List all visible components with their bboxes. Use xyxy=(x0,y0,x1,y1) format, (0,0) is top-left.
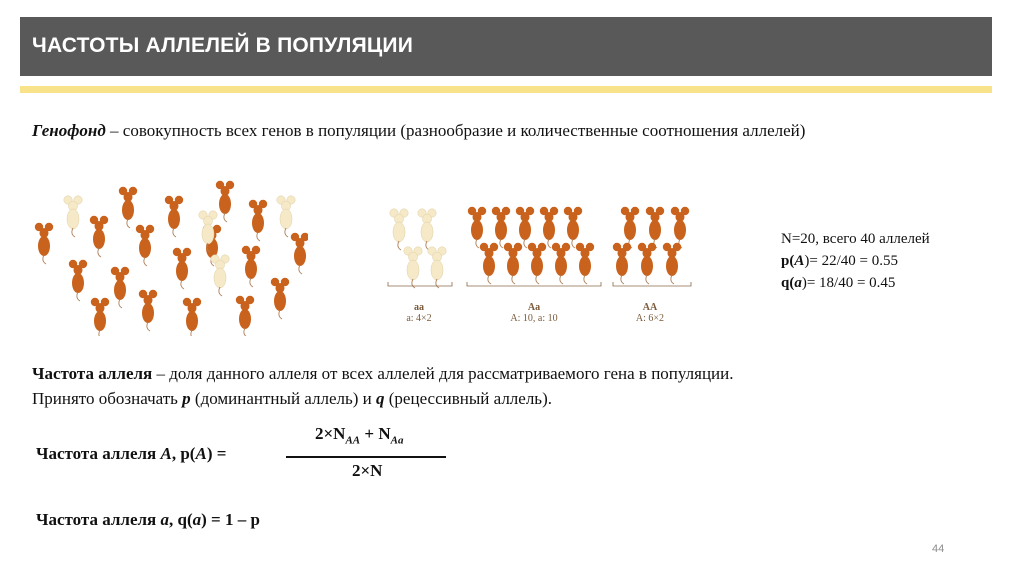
stats-p: p(A)= 22/40 = 0.55 xyxy=(781,253,898,269)
mouse-dark xyxy=(216,181,234,222)
mouse-dark xyxy=(136,225,154,266)
mouse-dark xyxy=(35,223,53,264)
mouse-Aa xyxy=(564,207,582,248)
mouse-aa xyxy=(428,247,446,288)
mouse-Aa xyxy=(468,207,486,248)
intro-paragraph xyxy=(32,119,974,143)
mouse-aa xyxy=(418,209,436,250)
mouse-aa xyxy=(390,209,408,250)
mouse-light xyxy=(64,196,82,237)
mouse-dark xyxy=(242,246,260,287)
stats-total: N=20, всего 40 аллелей xyxy=(781,231,930,247)
mouse-Aa xyxy=(576,243,594,284)
page-number: 44 xyxy=(932,543,945,555)
mouse-Aa xyxy=(516,207,534,248)
stats-q: q(a)= 18/40 = 0.45 xyxy=(781,275,896,291)
mouse-dark xyxy=(91,298,109,336)
mouse-AA xyxy=(646,207,664,248)
mouse-aa xyxy=(404,247,422,288)
definition-term: Частота аллеля xyxy=(32,364,153,383)
mouse-dark xyxy=(111,267,129,308)
mouse-AA xyxy=(671,207,689,248)
mouse-light xyxy=(277,196,295,237)
mouse-AA xyxy=(638,243,656,284)
allele-frequency-definition: Частота аллеля – доля данного аллеля от всех аллелей для рассматриваемого гена в популяции. Принято обозначать p (доминантный аллель) и q (рецессивный аллель). xyxy=(32,364,734,408)
formula-numerator: $2\times N_{AA} + N_{Aa}$ xyxy=(315,424,404,447)
bracket-AA xyxy=(613,282,691,286)
mouse-AA xyxy=(621,207,639,248)
mouse-dark xyxy=(69,260,87,301)
accent-divider xyxy=(20,86,992,93)
bracket-aa xyxy=(388,282,452,286)
fraction-line xyxy=(286,456,446,458)
mouse-dark xyxy=(249,200,267,241)
group-label-aa: aa a: 4×2 xyxy=(406,302,432,324)
group-label-AA: AA A: 6×2 xyxy=(635,302,665,324)
mouse-dark xyxy=(236,296,254,336)
genofond-term: Генофонд xyxy=(32,121,106,140)
mouse-dark xyxy=(183,298,201,336)
formula-denominator: 2×N xyxy=(352,461,383,480)
mouse-Aa xyxy=(552,243,570,284)
mouse-dark xyxy=(119,187,137,228)
formula-p-label: Частота аллеля A, p(A) = xyxy=(36,444,227,463)
mouse-dark xyxy=(173,248,191,289)
mouse-AA xyxy=(613,243,631,284)
mouse-Aa xyxy=(528,243,546,284)
mouse-dark xyxy=(165,196,183,237)
formula-q: Частота аллеля a, q(a) = 1 – p xyxy=(36,510,260,529)
mouse-dark xyxy=(90,216,108,257)
mouse-dark xyxy=(139,290,157,331)
mouse-Aa xyxy=(504,243,522,284)
group-label-Aa: Aa A: 10, a: 10 xyxy=(510,302,558,324)
mouse-dark xyxy=(271,278,289,319)
mouse-Aa xyxy=(540,207,558,248)
bracket-Aa xyxy=(467,282,601,286)
page-title: ЧАСТОТЫ АЛЛЕЛЕЙ В ПОПУЛЯЦИИ xyxy=(32,34,414,57)
mouse-light xyxy=(211,255,229,296)
mouse-dark xyxy=(291,233,308,274)
title-bar xyxy=(20,17,992,76)
mouse-Aa xyxy=(492,207,510,248)
population-illustration xyxy=(32,176,308,336)
intro-text: – совокупность всех генов в популяции (разнообразие и количественные соотношения аллелей) xyxy=(105,121,806,140)
mouse-AA xyxy=(663,243,681,284)
allele-stats xyxy=(781,228,930,294)
mouse-Aa xyxy=(480,243,498,284)
